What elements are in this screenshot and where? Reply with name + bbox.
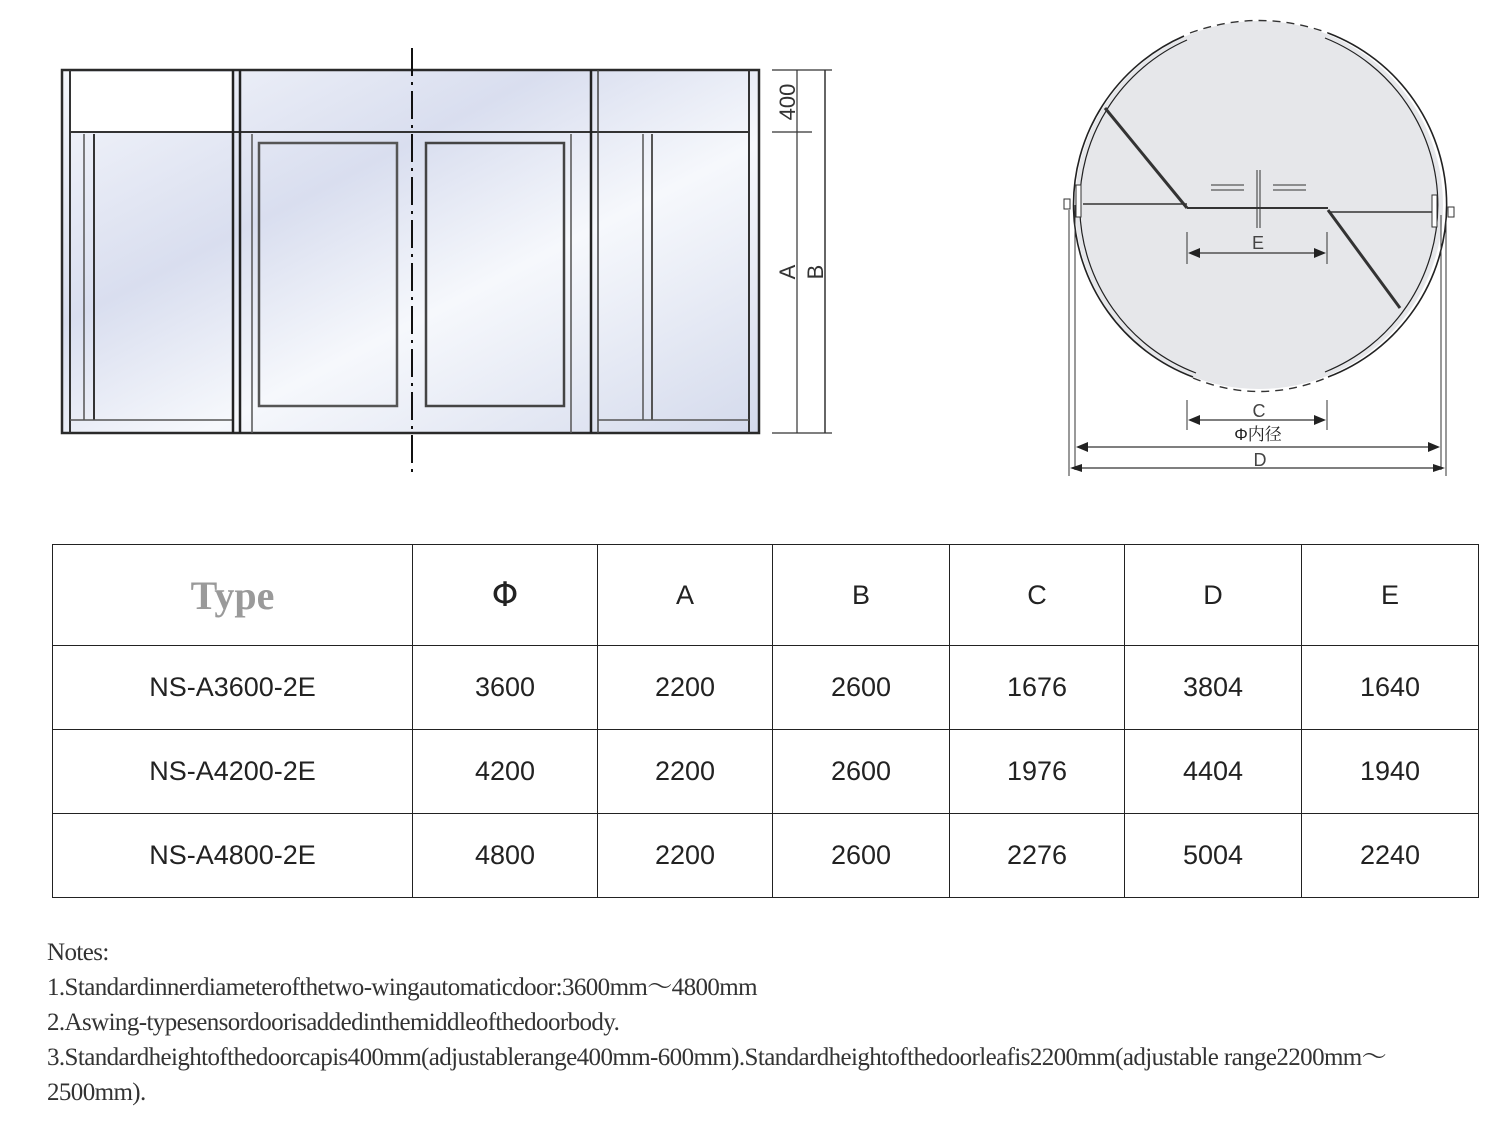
cell-type: NS-A3600-2E (53, 646, 413, 730)
header-phi: Φ (413, 545, 598, 646)
note-item-1: 1.Standardinnerdiameterofthetwo-wingautomaticdoor:3600mm～4800mm (47, 974, 757, 1001)
cell-d: 4404 (1125, 730, 1302, 814)
table-row (53, 730, 1479, 814)
cell-a: 2200 (598, 814, 773, 898)
cell-b: 2600 (773, 730, 950, 814)
table-header-row (53, 545, 1479, 646)
plan-view-drawing (1040, 0, 1480, 490)
table-row (53, 814, 1479, 898)
header-d: D (1125, 545, 1302, 646)
header-b: B (773, 545, 950, 646)
cell-e: 1640 (1302, 646, 1479, 730)
cell-e: 2240 (1302, 814, 1479, 898)
specification-table (52, 544, 1479, 898)
sensor-gap-label-e: E (1251, 233, 1265, 253)
header-a: A (598, 545, 773, 646)
header-type: Type (53, 545, 413, 646)
cell-c: 1976 (950, 730, 1125, 814)
cell-phi: 3600 (413, 646, 598, 730)
cell-a: 2200 (598, 646, 773, 730)
leaf-height-label: A (775, 264, 800, 280)
cell-type: NS-A4200-2E (53, 730, 413, 814)
total-height-label: B (803, 264, 828, 280)
cell-d: 5004 (1125, 814, 1302, 898)
note-item-3: 3.Standardheightofthedoorcapis400mm(adjustablerange400mm-600mm).Standardheightofthedoorleafis2200mm(adjustable range2200mm～2500mm). (47, 1044, 1387, 1106)
cap-height-label: 400 (775, 83, 800, 121)
cell-b: 2600 (773, 814, 950, 898)
outer-diameter-label-d: D (1253, 450, 1267, 470)
note-item-2: 2.Aswing-typesensordoorisaddedinthemiddleofthedoorbody. (47, 1009, 620, 1036)
table-row (53, 646, 1479, 730)
opening-label-c: C (1252, 401, 1266, 421)
cell-a: 2200 (598, 730, 773, 814)
cell-e: 1940 (1302, 730, 1479, 814)
cell-phi: 4200 (413, 730, 598, 814)
notes-section (47, 935, 1467, 1110)
cell-type: NS-A4800-2E (53, 814, 413, 898)
header-e: E (1302, 545, 1479, 646)
header-c: C (950, 545, 1125, 646)
cell-b: 2600 (773, 646, 950, 730)
inner-diameter-label: Φ内径 (1234, 425, 1282, 444)
cell-d: 3804 (1125, 646, 1302, 730)
notes-title: Notes: (47, 939, 109, 966)
front-elevation-drawing (0, 0, 860, 480)
cell-c: 1676 (950, 646, 1125, 730)
cell-c: 2276 (950, 814, 1125, 898)
cell-phi: 4800 (413, 814, 598, 898)
